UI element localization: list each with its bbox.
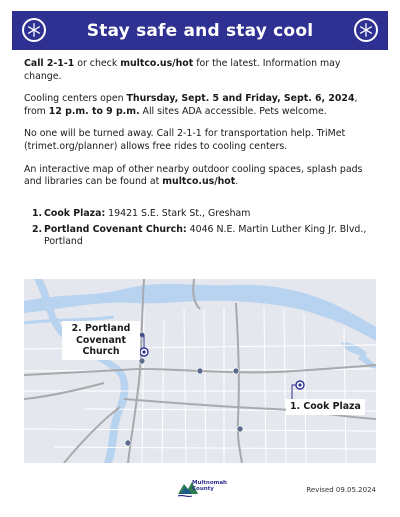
map-note-paragraph [24,164,380,189]
hours-time: 12 p.m. to 9 p.m. [48,105,140,117]
multco-link[interactable]: multco.us/hot [120,58,194,69]
multco-link[interactable]: multco.us/hot [162,176,236,188]
location-name: Portland Covenant Church: [44,223,187,235]
call-211-text: Call 2-1-1 [24,58,75,69]
snowflake-icon [22,18,46,42]
area-map[interactable] [24,279,376,463]
county-name [192,480,227,492]
map-label-line: 2. Portland [71,323,131,334]
county-name-line: County [192,486,214,492]
list-item [32,208,372,221]
hours-text: Cooling centers open [24,93,127,105]
intro-paragraph [24,58,380,83]
map-note-text: . [235,176,239,188]
cook-plaza-label: 1. Cook Plaza [286,399,365,415]
list-number: 1. [32,208,43,219]
map-label-line: Covenant [76,334,126,346]
transport-paragraph: No one will be turned away. Call 2-1-1 for transportation help. TriMet (trimet.org/planner) allows free rides to cooling centers. [24,128,346,152]
county-name-line: Multnomah [192,480,227,486]
portland-covenant-church-label [62,321,140,360]
location-address: 4046 N.E. Martin Luther King Jr. Blvd., Portland [44,223,367,248]
revised-date: Revised 09.05.2024 [306,486,376,494]
intro-text: for the latest. Information may change. [24,58,341,82]
header-banner [12,11,388,50]
hours-dates: Thursday, Sept. 5 and Friday, Sept. 6, 2024 [126,93,355,105]
hours-text: All sites ADA accessible. Pets welcome. [139,105,327,117]
location-list [32,208,372,252]
list-item [32,224,372,249]
map-label-line: Church [82,346,120,357]
intro-text: or check [74,58,121,69]
list-number: 2. [32,223,43,235]
location-address: 19421 S.E. Stark St., Gresham [105,208,251,219]
hours-text: , from [24,93,358,117]
snowflake-icon [354,18,378,42]
map-graphic [24,279,376,463]
location-name: Cook Plaza: [44,208,106,219]
body-text [24,58,380,199]
page-title: Stay safe and stay cool [86,20,314,41]
map-note-text: An interactive map of other nearby outdoor cooling spaces, splash pads and libraries can be found at [24,163,363,188]
hours-paragraph [24,93,380,118]
